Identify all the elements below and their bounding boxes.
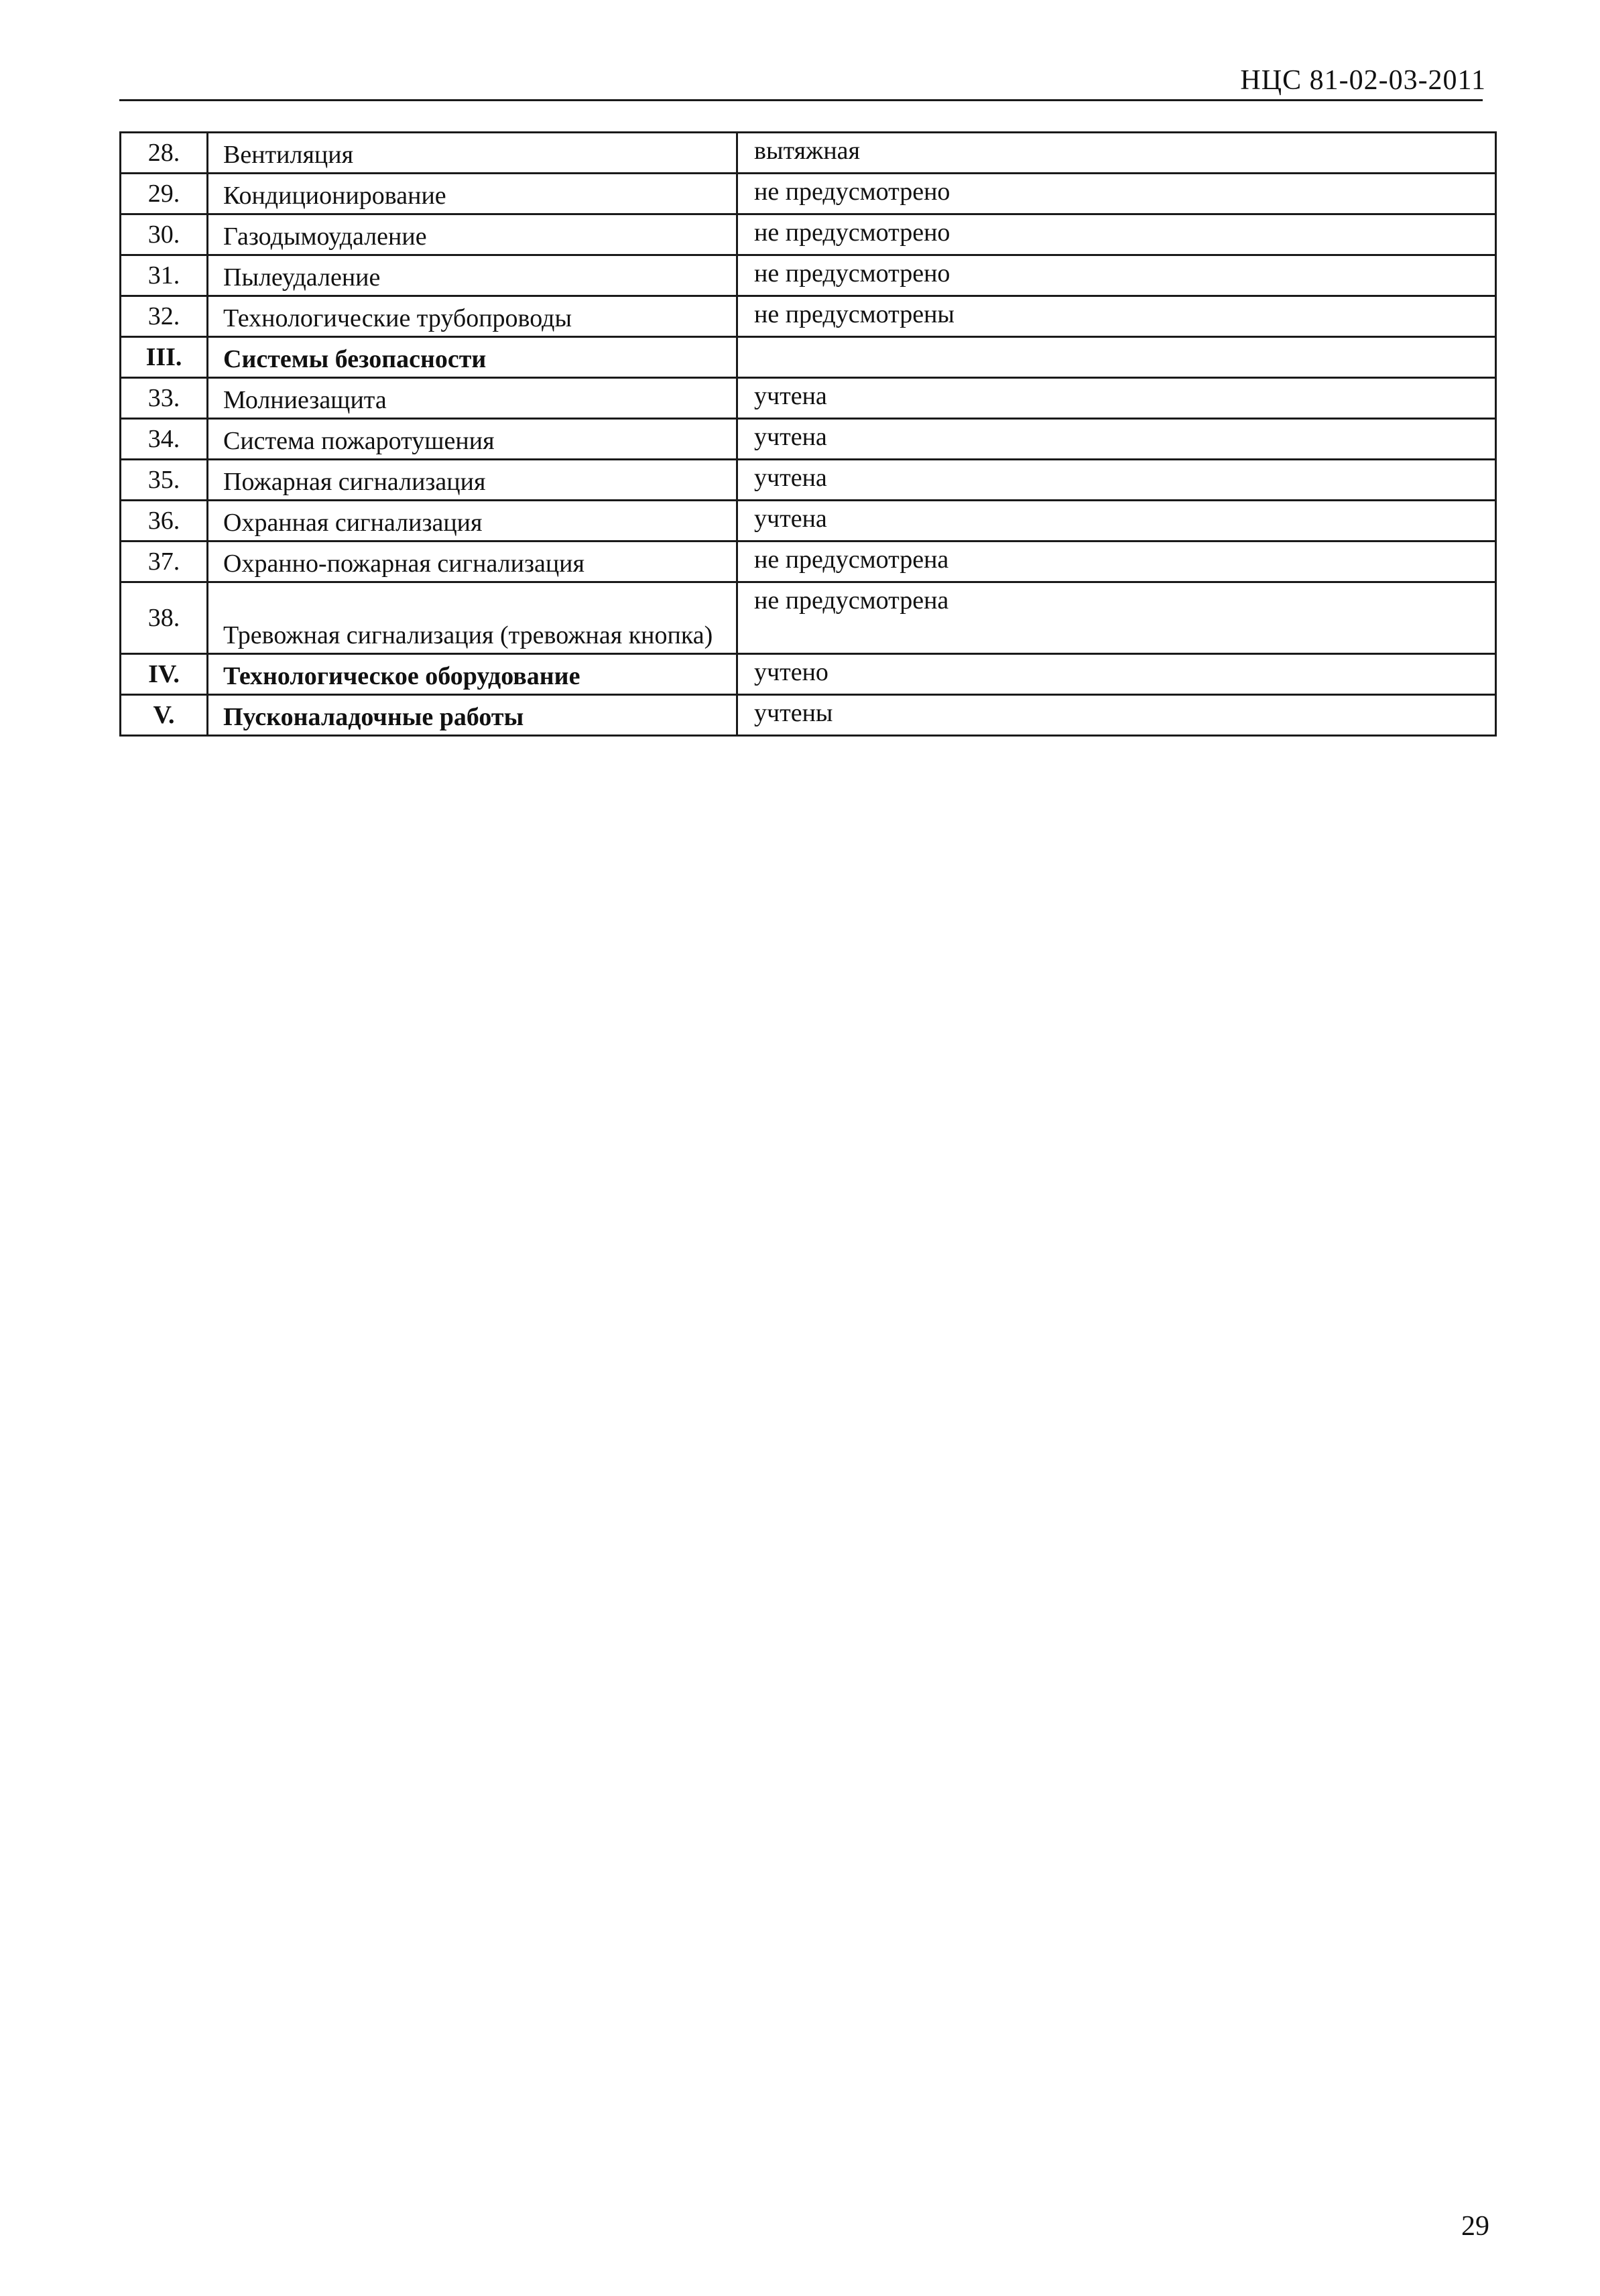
row-number: 34. — [121, 419, 208, 460]
row-number: 31. — [121, 255, 208, 296]
row-item-name: Пылеудаление — [208, 255, 737, 296]
row-number: 37. — [121, 541, 208, 582]
specification-table — [119, 131, 1497, 737]
section-number: V. — [121, 695, 208, 736]
row-item-name: Технологические трубопроводы — [208, 296, 737, 337]
row-status: учтена — [737, 419, 1496, 460]
table-row — [121, 541, 1496, 582]
row-number: 33. — [121, 378, 208, 419]
row-status: не предусмотрено — [737, 255, 1496, 296]
table-row — [121, 419, 1496, 460]
row-status: вытяжная — [737, 133, 1496, 174]
page-number: 29 — [1461, 2211, 1489, 2242]
section-number: III. — [121, 337, 208, 378]
header-divider — [119, 99, 1483, 101]
row-status: не предусмотрена — [737, 582, 1496, 654]
row-status: не предусмотрена — [737, 541, 1496, 582]
row-status: не предусмотрено — [737, 214, 1496, 255]
section-title: Пусконаладочные работы — [208, 695, 737, 736]
row-item-name: Охранная сигнализация — [208, 501, 737, 541]
section-status — [737, 337, 1496, 378]
row-number: 30. — [121, 214, 208, 255]
row-number: 38. — [121, 582, 208, 654]
row-item-name: Кондиционирование — [208, 174, 737, 214]
table-section-row — [121, 654, 1496, 695]
row-item-name: Молниезащита — [208, 378, 737, 419]
document-code: НЦС 81-02-03-2011 — [1240, 65, 1486, 96]
row-item-name: Вентиляция — [208, 133, 737, 174]
row-item-name: Тревожная сигнализация (тревожная кнопка) — [208, 582, 737, 654]
row-item-name: Пожарная сигнализация — [208, 460, 737, 501]
table-section-row — [121, 695, 1496, 736]
row-status: учтена — [737, 460, 1496, 501]
table-row — [121, 174, 1496, 214]
table-row — [121, 296, 1496, 337]
row-status: не предусмотрено — [737, 174, 1496, 214]
section-status: учтены — [737, 695, 1496, 736]
table-row — [121, 582, 1496, 654]
table-row — [121, 133, 1496, 174]
table-row — [121, 460, 1496, 501]
row-number: 36. — [121, 501, 208, 541]
section-status: учтено — [737, 654, 1496, 695]
table-section-row — [121, 337, 1496, 378]
table-row — [121, 378, 1496, 419]
row-status: не предусмотрены — [737, 296, 1496, 337]
row-item-name: Система пожаротушения — [208, 419, 737, 460]
table-row — [121, 255, 1496, 296]
row-number: 35. — [121, 460, 208, 501]
row-number: 28. — [121, 133, 208, 174]
section-number: IV. — [121, 654, 208, 695]
table-row — [121, 214, 1496, 255]
row-item-name: Охранно-пожарная сигнализация — [208, 541, 737, 582]
section-title: Системы безопасности — [208, 337, 737, 378]
row-status: учтена — [737, 501, 1496, 541]
section-title: Технологическое оборудование — [208, 654, 737, 695]
table-row — [121, 501, 1496, 541]
row-number: 32. — [121, 296, 208, 337]
row-number: 29. — [121, 174, 208, 214]
row-item-name: Газодымоудаление — [208, 214, 737, 255]
row-status: учтена — [737, 378, 1496, 419]
